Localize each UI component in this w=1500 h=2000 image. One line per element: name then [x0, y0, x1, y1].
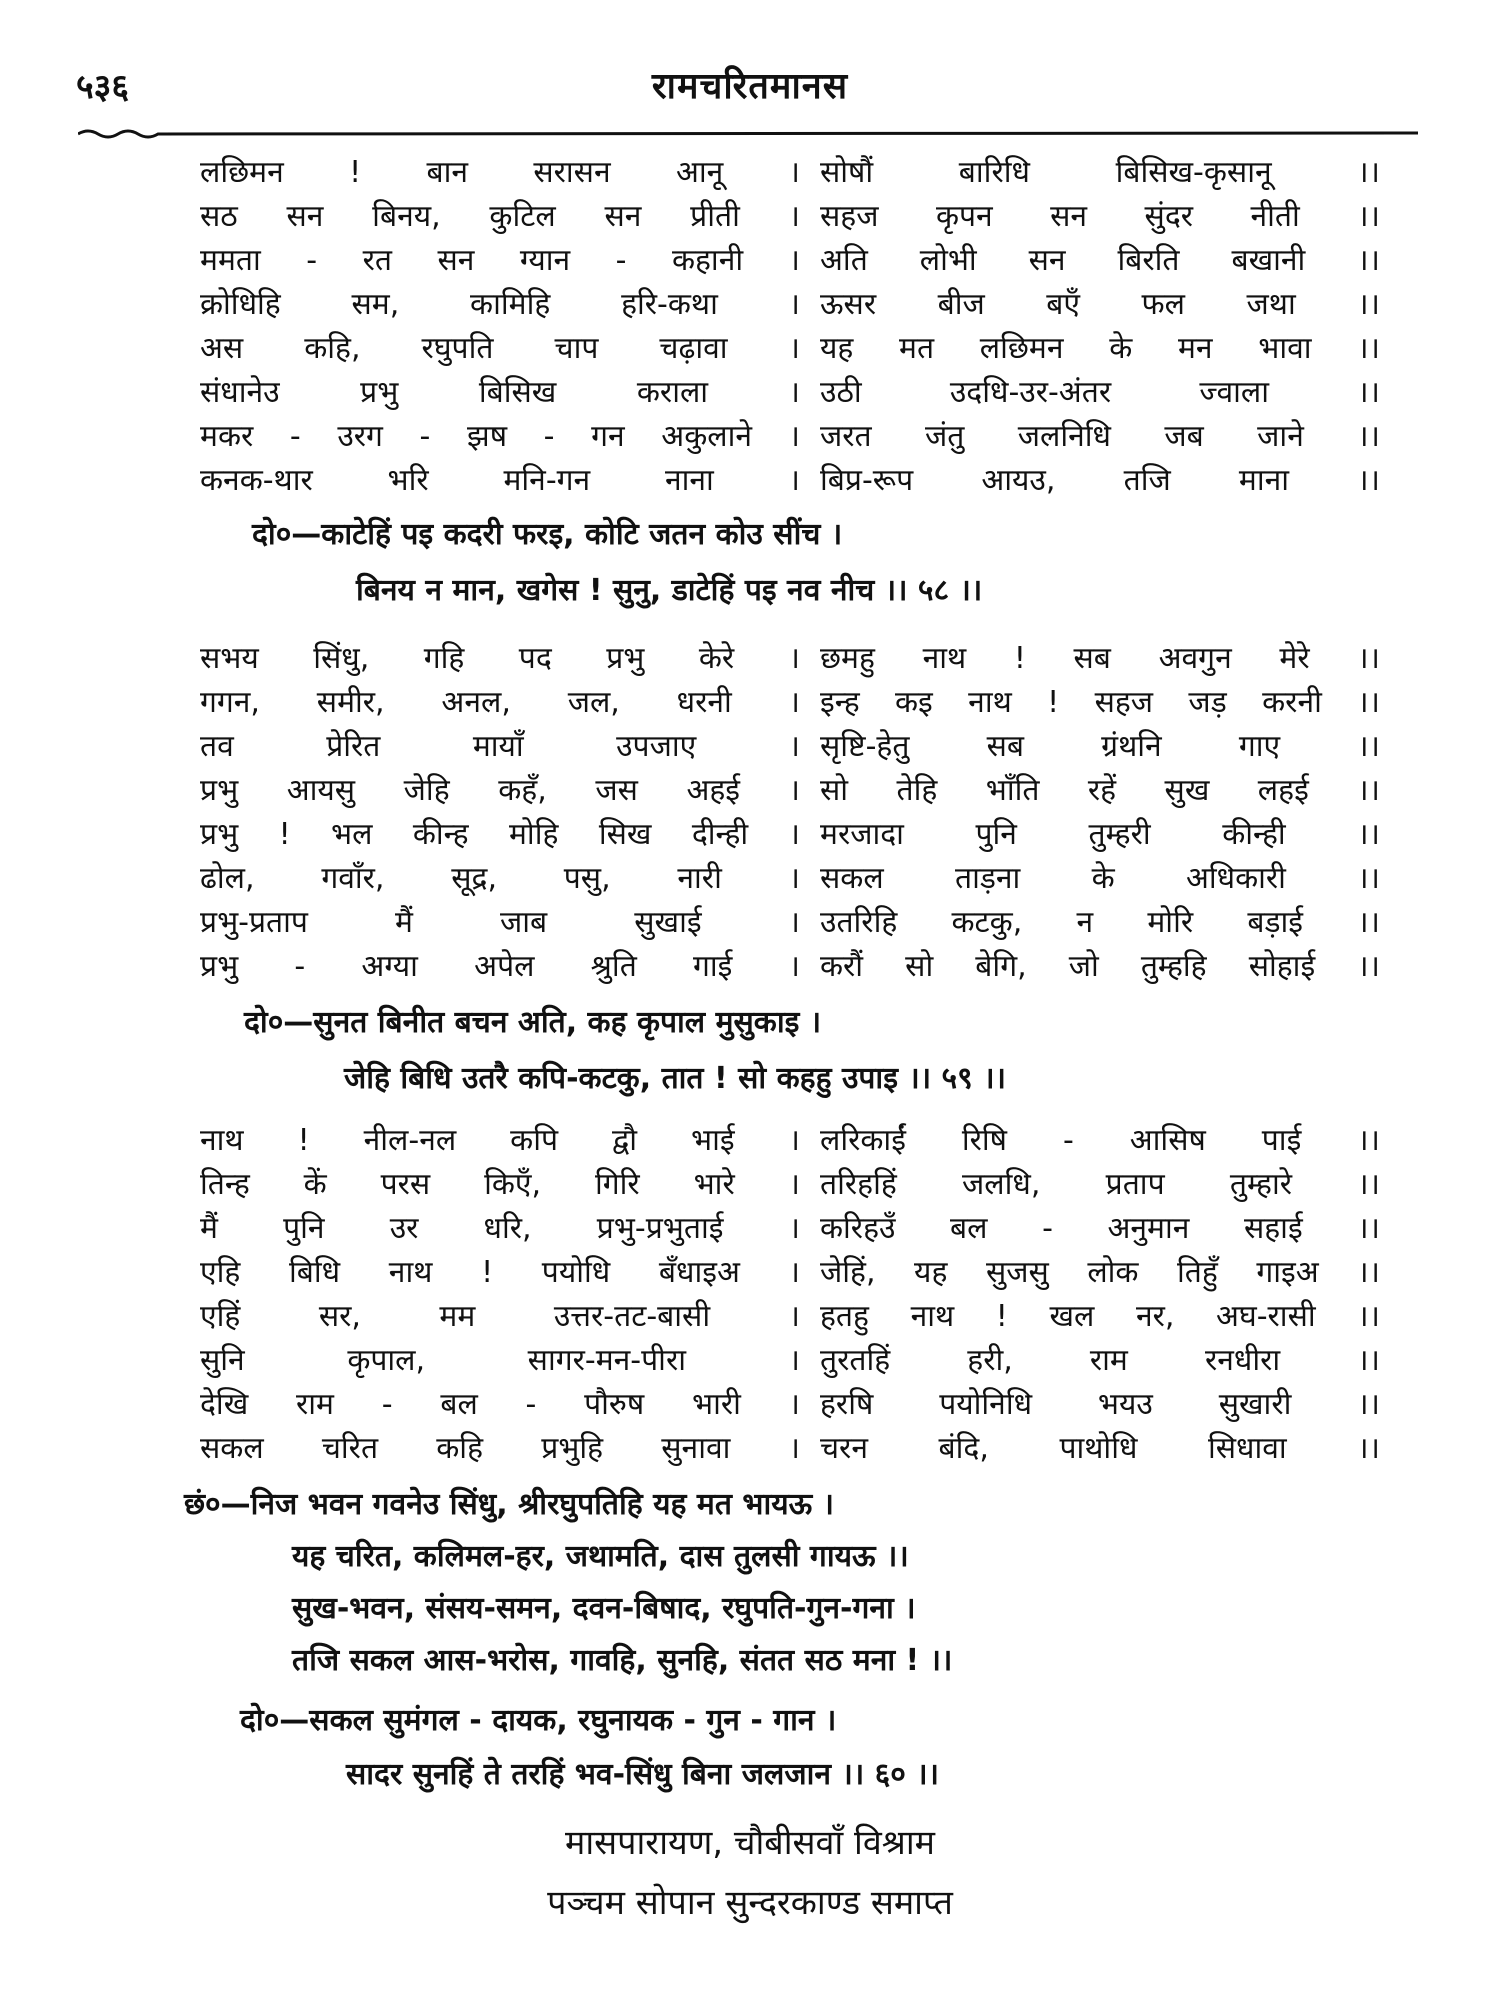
verse-half: देखि राम - बल - पौरुष भारी । — [200, 1386, 800, 1422]
header-rule — [78, 126, 1418, 140]
verse-half: नाथ ! नील-नल कपि द्वौ भाई । — [200, 1122, 800, 1158]
verse-line — [200, 456, 1380, 500]
doha-line: सादर सुनहिं ते तरहिं भव-सिंधु बिना जलजान ।। ६० ।। — [346, 1757, 940, 1792]
chhand-line: छं०—निज भवन गवनेउ सिंधु, श्रीरघुपतिहि यह मत भायऊ । — [184, 1487, 835, 1522]
verse-half: मकर - उरग - झष - गन अकुलाने । — [200, 418, 800, 454]
verse-half: अति लोभी सन बिरति बखानी ।। — [820, 242, 1380, 278]
verse-half: हरषि पयोनिधि भयउ सुखारी ।। — [820, 1386, 1380, 1422]
verse-half: तरिहहिं जलधि, प्रताप तुम्हारे ।। — [820, 1166, 1380, 1202]
verse-half: सकल ताड़ना के अधिकारी ।। — [820, 860, 1380, 896]
verse-half: उठी उदधि-उर-अंतर ज्वाला ।। — [820, 374, 1380, 410]
verse-half: ममता - रत सन ग्यान - कहानी । — [200, 242, 800, 278]
verse-half: संधानेउ प्रभु बिसिख कराला । — [200, 374, 800, 410]
chhand-line: सुख-भवन, संसय-समन, दवन-बिषाद, रघुपति-गुन-गना । — [292, 1591, 916, 1626]
verse-line — [200, 280, 1380, 324]
verse-half: हतहु नाथ ! खल नर, अघ-रासी ।। — [820, 1298, 1380, 1334]
verse-line — [200, 368, 1380, 412]
verse-line — [200, 678, 1380, 722]
verse-line — [200, 324, 1380, 368]
verse-half: तुरतहिं हरी, राम रनधीरा ।। — [820, 1342, 1380, 1378]
verse-half: बिप्र-रूप आयउ, तजि माना ।। — [820, 462, 1380, 498]
verse-half: सोषौं बारिधि बिसिख-कृसानू ।। — [820, 154, 1380, 190]
verse-line — [200, 634, 1380, 678]
verse-line — [200, 942, 1380, 986]
verse-half: इन्ह कइ नाथ ! सहज जड़ करनी ।। — [820, 684, 1380, 720]
verse-line — [200, 148, 1380, 192]
verse-line — [200, 236, 1380, 280]
verse-half: कनक-थार भरि मनि-गन नाना । — [200, 462, 800, 498]
verse-half: करिहउँ बल - अनुमान सहाई ।। — [820, 1210, 1380, 1246]
verse-line — [200, 898, 1380, 942]
verse-half: क्रोधिहि सम, कामिहि हरि-कथा । — [200, 286, 800, 322]
verse-line — [200, 1336, 1380, 1380]
verse-half: सहज कृपन सन सुंदर नीती ।। — [820, 198, 1380, 234]
page-header — [70, 60, 1430, 120]
verse-half: जेहिं, यह सुजसु लोक तिहुँ गाइअ ।। — [820, 1254, 1380, 1290]
verse-half: एहि बिधि नाथ ! पयोधि बँधाइअ । — [200, 1254, 800, 1290]
verse-line — [200, 766, 1380, 810]
verse-line — [200, 1292, 1380, 1336]
doha-line: दो०—सकल सुमंगल - दायक, रघुनायक - गुन - गान । — [240, 1703, 837, 1738]
verse-line — [200, 722, 1380, 766]
verse-line — [200, 1204, 1380, 1248]
verse-half: सृष्टि-हेतु सब ग्रंथनि गाए ।। — [820, 728, 1380, 764]
chhand-line: तजि सकल आस-भरोस, गावहि, सुनहि, संतत सठ मना ! ।। — [292, 1643, 953, 1678]
verse-half: करौं सो बेगि, जो तुम्हहि सोहाई ।। — [820, 948, 1380, 984]
verse-half: चरन बंदि, पाथोधि सिधावा ।। — [820, 1430, 1380, 1466]
doha-line: दो०—सुनत बिनीत बचन अति, कह कृपाल मुसुकाइ । — [244, 1005, 822, 1040]
verse-half: लछिमन ! बान सरासन आनू । — [200, 154, 800, 190]
running-title: रामचरितमानस — [651, 66, 849, 107]
verse-line — [200, 1380, 1380, 1424]
verse-line — [200, 1248, 1380, 1292]
verse-half: तिन्ह कें परस किएँ, गिरि भारे । — [200, 1166, 800, 1202]
verse-line — [200, 854, 1380, 898]
verse-half: यह मत लछिमन के मन भावा ।। — [820, 330, 1380, 366]
verse-line — [200, 810, 1380, 854]
verse-half: अस कहि, रघुपति चाप चढ़ावा । — [200, 330, 800, 366]
verse-half: प्रभु-प्रताप मैं जाब सुखाई । — [200, 904, 800, 940]
verse-half: सभय सिंधु, गहि पद प्रभु केरे । — [200, 640, 800, 676]
verse-half: सकल चरित कहि प्रभुहि सुनावा । — [200, 1430, 800, 1466]
verse-half: प्रभु आयसु जेहि कहँ, जस अहई । — [200, 772, 800, 808]
verse-half: एहिं सर, मम उत्तर-तट-बासी । — [200, 1298, 800, 1334]
footer-rest-marker: मासपारायण, चौबीसवाँ विश्राम — [565, 1823, 935, 1863]
verse-half: तव प्रेरित मायाँ उपजाए । — [200, 728, 800, 764]
verse-half: सठ सन बिनय, कुटिल सन प्रीती । — [200, 198, 800, 234]
verse-half: प्रभु - अग्या अपेल श्रुति गाई । — [200, 948, 800, 984]
page-number: ५३६ — [76, 67, 130, 107]
footer-chapter-end: पञ्चम सोपान सुन्दरकाण्ड समाप्त — [547, 1883, 953, 1923]
verse-half: ढोल, गवाँर, सूद्र, पसु, नारी । — [200, 860, 800, 896]
verse-half: उतरिहि कटकु, न मोरि बड़ाई ।। — [820, 904, 1380, 940]
chhand-line: यह चरित, कलिमल-हर, जथामति, दास तुलसी गायऊ ।। — [292, 1539, 909, 1574]
verse-half: गगन, समीर, अनल, जल, धरनी । — [200, 684, 800, 720]
verse-line — [200, 192, 1380, 236]
verse-half: सुनि कृपाल, सागर-मन-पीरा । — [200, 1342, 800, 1378]
doha-line: बिनय न मान, खगेस ! सुनु, डाटेहिं पइ नव नीच ।। ५८ ।। — [356, 573, 983, 608]
verse-half: मैं पुनि उर धरि, प्रभु-प्रभुताई । — [200, 1210, 800, 1246]
verse-line — [200, 1424, 1380, 1468]
verse-half: प्रभु ! भल कीन्ह मोहि सिख दीन्ही । — [200, 816, 800, 852]
verse-line — [200, 1160, 1380, 1204]
verse-half: मरजादा पुनि तुम्हरी कीन्ही ।। — [820, 816, 1380, 852]
verse-half: जरत जंतु जलनिधि जब जाने ।। — [820, 418, 1380, 454]
verse-line — [200, 412, 1380, 456]
verse-half: छमहु नाथ ! सब अवगुन मेरे ।। — [820, 640, 1380, 676]
verse-half: ऊसर बीज बएँ फल जथा ।। — [820, 286, 1380, 322]
verse-half: लरिकाईं रिषि - आसिष पाई ।। — [820, 1122, 1380, 1158]
verse-half: सो तेहि भाँति रहें सुख लहई ।। — [820, 772, 1380, 808]
doha-line: जेहि बिधि उतरै कपि-कटकु, तात ! सो कहहु उपाइ ।। ५९ ।। — [344, 1061, 1006, 1096]
verse-line — [200, 1116, 1380, 1160]
doha-line: दो०—काटेहिं पइ कदरी फरइ, कोटि जतन कोउ सींच । — [252, 517, 843, 552]
